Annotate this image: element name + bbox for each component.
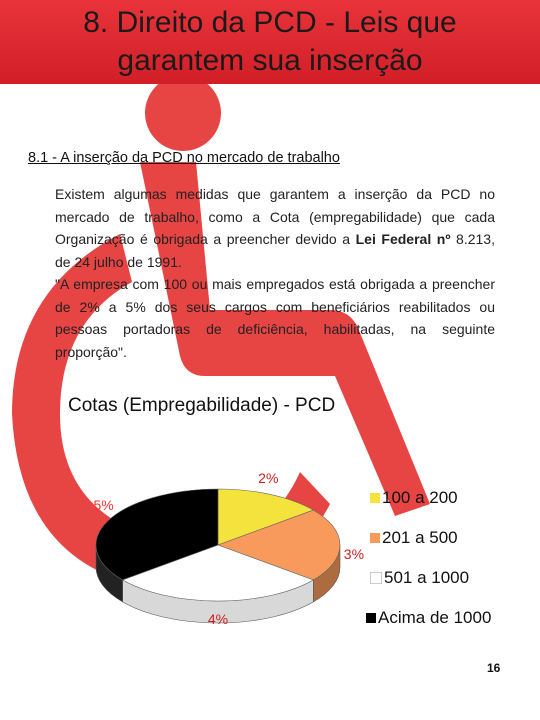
pie-data-label-0: 2% (258, 470, 279, 487)
legend-item-2 (370, 568, 469, 588)
chart-title: Cotas (Empregabilidade) - PCD (68, 395, 336, 416)
legend-swatch-3 (366, 613, 376, 623)
legend-label-3: Acima de 1000 (378, 608, 492, 627)
pie-data-label-2: 4% (207, 611, 229, 628)
legend-item-0 (370, 488, 458, 508)
section-subtitle: 8.1 - A inserção da PCD no mercado de trabalho (28, 150, 340, 166)
legend-swatch-1 (370, 533, 380, 543)
legend-label-2: 501 a 1000 (384, 568, 470, 587)
legend-swatch-2 (370, 572, 382, 584)
page-title-line2: garantem sua inserção (117, 44, 423, 77)
law-reference: Lei Federal nº (355, 231, 451, 247)
pie-data-label-3: 5% (93, 496, 114, 513)
legend-item-3 (366, 608, 491, 628)
legend-item-1 (370, 528, 458, 548)
body-paragraph-1: Existem algumas medidas que garantem a inserção da PCD no mercado de trabalho, como a Cota (empregabilidade) que cada Organização é obrigada a preencher devido a Lei Federal nº 8.213, de 24 julho de 1991. (55, 186, 495, 270)
legend-label-1: 201 a 500 (382, 528, 458, 547)
page-title-line1: 8. Direito da PCD - Leis que (83, 6, 457, 39)
legend-swatch-0 (370, 493, 380, 503)
legend-label-0: 100 a 200 (382, 488, 458, 507)
page-number: 16 (487, 661, 501, 675)
pie-data-label-1: 3% (343, 546, 365, 562)
body-paragraph-2: "A empresa com 100 ou mais empregados está obrigada a preencher de 2% a 5% dos seus cargos com beneficiários reabilitados ou pessoas portadoras de deficiência, habilitadas, na seguinte proporção". (55, 276, 495, 360)
